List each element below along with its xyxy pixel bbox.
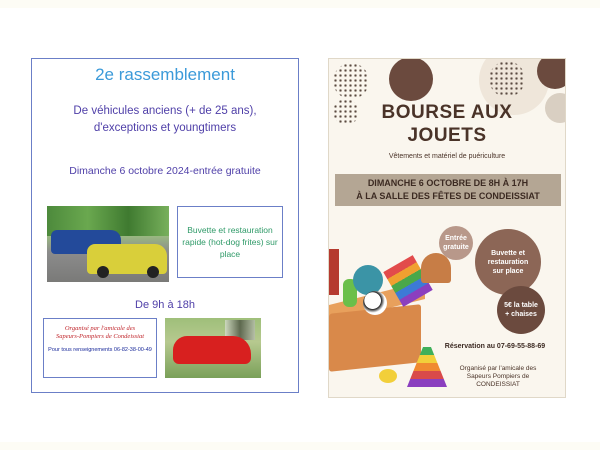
refreshments-line-3: sur place xyxy=(492,267,524,275)
date-location-banner xyxy=(335,174,561,206)
toy-fair-flyer xyxy=(328,58,566,398)
image-canvas xyxy=(0,8,600,442)
table-price-badge xyxy=(497,286,545,334)
refreshments-line-2: restauration xyxy=(487,258,529,266)
subtitle-line-1: De véhicules anciens (+ de 25 ans), xyxy=(73,105,257,117)
wheel xyxy=(97,266,109,278)
refreshments-badge xyxy=(475,229,541,295)
contact-phone: Pour tous renseignements 06-82-38-00-49 xyxy=(48,347,152,353)
flyer-subtitle xyxy=(32,103,298,137)
soccer-ball xyxy=(363,291,387,315)
decor-circle xyxy=(389,58,433,101)
toy-fair-subtitle: Vêtements et matériel de puériculture xyxy=(388,153,506,160)
banner-date: DIMANCHE 6 OCTOBRE DE 8H À 17H xyxy=(367,178,529,188)
reservation-phone: Réservation au 07-69-55-88-69 xyxy=(444,343,546,350)
price-line-1: 5€ la table xyxy=(504,302,538,309)
ferrari-photo xyxy=(165,318,261,378)
flyer-title: 2e rassemblement xyxy=(95,65,235,84)
red-sports-car xyxy=(173,336,251,364)
price-line-2: + chaises xyxy=(505,311,537,318)
organizer-line-1: Organisé par l'amicale des xyxy=(64,325,136,332)
event-date: Dimanche 6 octobre 2024-entrée gratuite xyxy=(69,165,261,177)
teddy-bear xyxy=(353,265,383,295)
title-line-1: BOURSE AUX xyxy=(381,102,513,123)
toy-fair-organizer xyxy=(429,365,566,389)
toy-soldier xyxy=(329,249,339,295)
refreshments-text: Buvette et restauration rapide (hot-dog frites) sur place xyxy=(182,225,278,259)
wheel xyxy=(147,266,159,278)
org-line-2: Sapeurs Pompiers de xyxy=(466,373,530,380)
entry-line-1: Entrée xyxy=(445,235,467,242)
rubber-duck xyxy=(379,369,397,383)
dotted-circle-decor xyxy=(489,61,525,97)
organizer-box xyxy=(43,318,157,378)
classic-cars-photo xyxy=(47,206,169,282)
refreshments-line-1: Buvette et xyxy=(491,249,525,257)
title-line-2: JOUETS xyxy=(407,125,487,146)
organizer-line-2: Sapeurs-Pompiers de Condeissiat xyxy=(55,333,145,340)
refreshments-box xyxy=(177,206,283,278)
subtitle-line-2: d'exceptions et youngtimers xyxy=(93,122,237,134)
entry-line-2: gratuite xyxy=(443,244,469,251)
car-show-flyer xyxy=(31,58,299,393)
banner-location: À LA SALLE DES FÊTES DE CONDEISSIAT xyxy=(356,191,540,201)
org-line-3: CONDEISSIAT xyxy=(476,381,520,388)
dotted-circle-decor xyxy=(333,63,369,99)
toy-fair-title xyxy=(329,101,565,147)
org-line-1: Organisé par l'amicale des xyxy=(459,365,537,372)
event-hours: De 9h à 18h xyxy=(135,299,195,311)
rocking-horse xyxy=(421,253,451,283)
